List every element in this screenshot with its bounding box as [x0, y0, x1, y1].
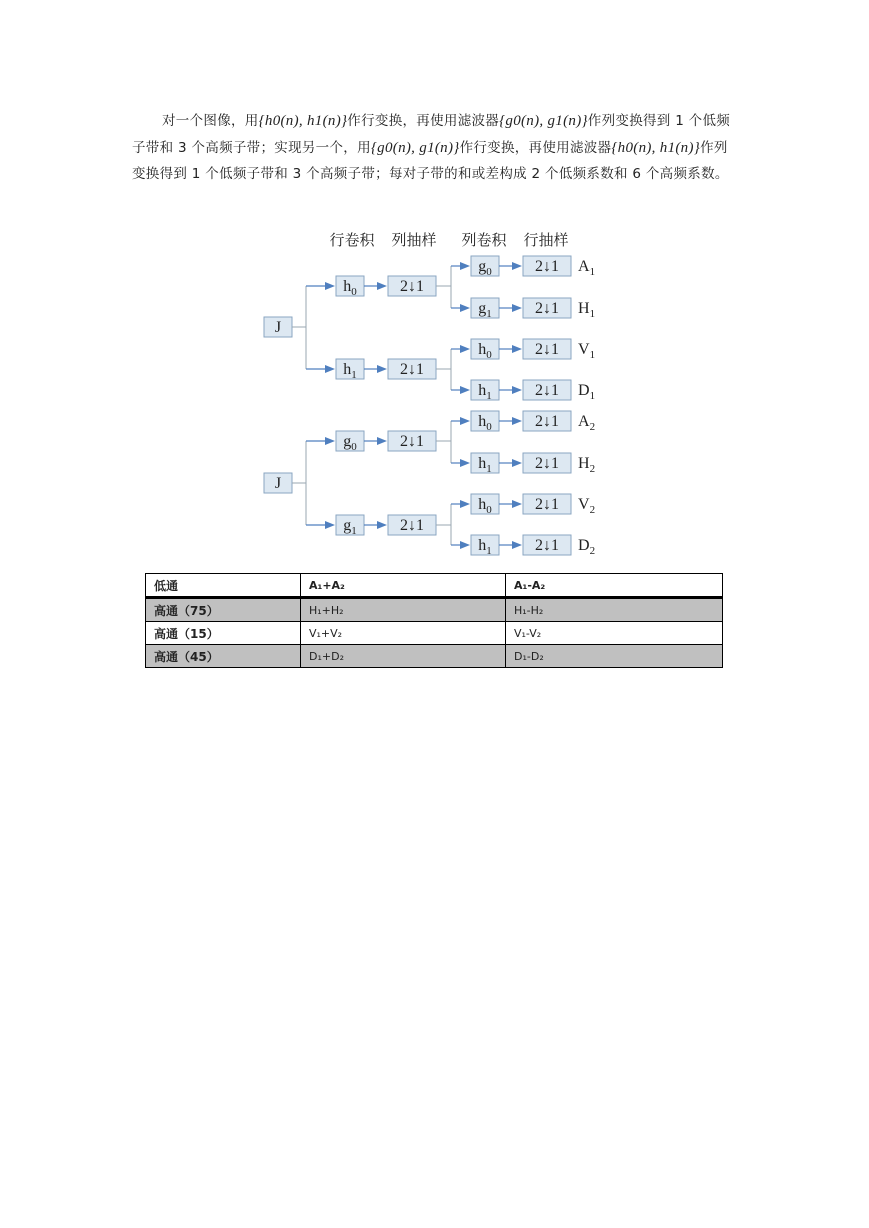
table-row — [146, 598, 723, 622]
para-text-4: 作行变换，再使用滤波器 — [459, 139, 612, 156]
branch2-arrow-head — [325, 437, 335, 445]
table-cell: H₁-H₂ — [506, 598, 723, 622]
table-cell: H₁+H₂ — [301, 598, 506, 622]
para-text-3: 作列变换得到 1 个低频子带和 3 个高频子带；实现另一个，用 — [132, 113, 731, 156]
filter-label: $h_1$ — [343, 361, 357, 381]
table-cell: V₁+V₂ — [301, 622, 506, 645]
filter-set-h-2: {h0(n), h1(n)} — [611, 139, 701, 156]
table-row — [146, 574, 723, 598]
output-label: $V_1$ — [578, 341, 596, 361]
table-cell: A₁-A₂ — [506, 574, 723, 598]
downsample-label: 2↓1 — [535, 496, 559, 513]
table-cell: V₁-V₂ — [506, 622, 723, 645]
downsample-label: 2↓1 — [400, 517, 424, 534]
filter-label: $h_0$ — [343, 278, 357, 298]
output-label: $H_1$ — [578, 300, 596, 320]
table-cell: 高通（15） — [146, 622, 301, 645]
downsample-label: 2↓1 — [400, 361, 424, 378]
branch2-arrow-head — [377, 521, 387, 529]
branch2-arrow-head — [460, 417, 470, 425]
output-label: $V_2$ — [578, 496, 596, 516]
branch2-arrow-head — [460, 459, 470, 467]
branch2-arrow-head — [512, 417, 522, 425]
filter-label: $g_0$ — [478, 258, 492, 278]
downsample-label: 2↓1 — [535, 382, 559, 399]
branch1-arrow-head — [377, 365, 387, 373]
downsample-label: 2↓1 — [535, 300, 559, 317]
table-cell: 高通（45） — [146, 645, 301, 668]
header-label: 行卷积 — [329, 231, 375, 249]
branch1-arrow-head — [512, 262, 522, 270]
header-label: 行抽样 — [523, 231, 569, 249]
output-label: $A_2$ — [578, 413, 596, 433]
downsample-label: 2↓1 — [535, 537, 559, 554]
table-cell: D₁-D₂ — [506, 645, 723, 668]
branch2-arrow-head — [512, 500, 522, 508]
filter-set-g: {g0(n), g1(n)} — [499, 113, 588, 129]
downsample-label: 2↓1 — [535, 258, 559, 275]
para-text-1: 对一个图像，用 — [162, 113, 259, 129]
para-text-2: 作行变换，再使用滤波器 — [347, 113, 500, 129]
table-cell: 低通 — [146, 574, 301, 598]
output-label: $H_2$ — [578, 455, 596, 475]
filter-label: $h_1$ — [478, 537, 492, 557]
downsample-label: 2↓1 — [535, 413, 559, 430]
filter-label: $h_0$ — [478, 341, 492, 361]
input-label: J — [274, 319, 282, 336]
filter-label: $g_1$ — [478, 300, 492, 320]
branch1-arrow-head — [460, 304, 470, 312]
filter-label: $h_0$ — [478, 496, 492, 516]
downsample-label: 2↓1 — [400, 433, 424, 450]
table-cell: 高通（75） — [146, 598, 301, 622]
downsample-label: 2↓1 — [535, 455, 559, 472]
filter-set-h: {h0(n), h1(n)} — [258, 113, 348, 129]
branch1-arrow-head — [460, 386, 470, 394]
table-row — [146, 622, 723, 645]
table-cell: A₁+A₂ — [301, 574, 506, 598]
branch1-arrow-head — [325, 365, 335, 373]
table-row — [146, 645, 723, 668]
filter-label: $g_0$ — [343, 433, 357, 453]
header-label: 列抽样 — [391, 231, 437, 249]
filter-bank-diagram — [0, 220, 869, 565]
filter-label: $h_1$ — [478, 382, 492, 402]
branch1-arrow-head — [460, 262, 470, 270]
para-text-5: 作列变换得到 1 个低频子带和 3 个高频子带；每对子带的和或差构成 2 个低频系数和 6 个高频系数。 — [132, 139, 729, 182]
filter-label: $h_0$ — [478, 413, 492, 433]
downsample-label: 2↓1 — [535, 341, 559, 358]
filter-set-g-2: {g0(n), g1(n)} — [370, 139, 460, 156]
branch1-arrow-head — [460, 345, 470, 353]
branch1-arrow-head — [512, 345, 522, 353]
filter-label: $g_1$ — [343, 517, 357, 537]
branch1-arrow-head — [512, 304, 522, 312]
table-cell: D₁+D₂ — [301, 645, 506, 668]
branch2-arrow-head — [460, 500, 470, 508]
input-label: J — [274, 475, 282, 492]
header-label: 列卷积 — [461, 231, 507, 249]
output-label: $A_1$ — [578, 258, 596, 278]
output-label: $D_1$ — [578, 382, 596, 402]
filter-label: $h_1$ — [478, 455, 492, 475]
branch1-arrow-head — [377, 282, 387, 290]
coefficient-table — [145, 573, 723, 668]
downsample-label: 2↓1 — [400, 278, 424, 295]
branch2-arrow-head — [512, 541, 522, 549]
branch2-arrow-head — [325, 521, 335, 529]
branch2-arrow-head — [460, 541, 470, 549]
output-label: $D_2$ — [578, 537, 596, 557]
intro-paragraph — [132, 108, 738, 188]
branch2-arrow-head — [377, 437, 387, 445]
branch1-arrow-head — [325, 282, 335, 290]
branch2-arrow-head — [512, 459, 522, 467]
branch1-arrow-head — [512, 386, 522, 394]
